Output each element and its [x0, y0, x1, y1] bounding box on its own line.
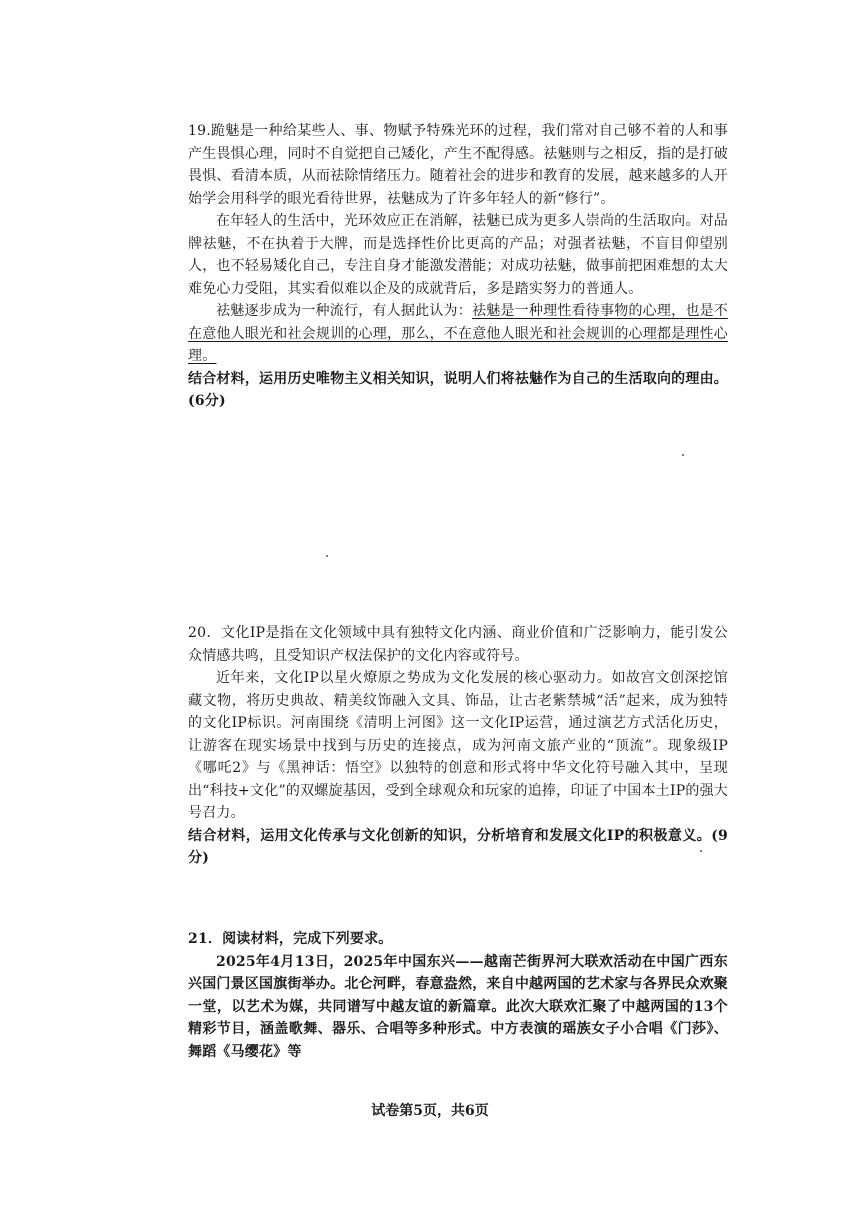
question-20	[188, 622, 728, 870]
q19-paragraph-1: 19.跪魅是一种给某些人、事、物赋予特殊光环的过程，我们常对自己够不着的人和事产生畏惧心理，同时不自觉把自己矮化，产生不配得感。祛魅则与之相反，指的是打破畏惧、看清本质，从而祛除情绪压力。随着社会的进步和教育的发展，越来越多的人开始学会用科学的眼光看待世界，祛魅成为了许多年轻人的新“修行”。	[188, 123, 728, 207]
scan-speck	[700, 850, 702, 852]
q21-title: 21．阅读材料，完成下列要求。	[188, 931, 393, 947]
q20-question: 结合材料，运用文化传承与文化创新的知识，分析培育和发展文化IP的积极意义。(9分)	[188, 827, 728, 866]
q19-underlined-claim: 祛魅是一种理性看待事物的心理，也是不在意他人眼光和社会规训的心理，那么，不在意他人眼光和社会规训的心理都是理性心理。	[188, 303, 728, 364]
question-19	[188, 120, 728, 413]
q20-paragraph-1: 20．文化IP是指在文化领域中具有独特文化内涵、商业价值和广泛影响力，能引发公众情感共鸣，且受知识产权法保护的文化内容或符号。	[188, 625, 728, 664]
scan-speck	[326, 555, 328, 557]
question-21	[188, 928, 728, 1063]
q19-question: 结合材料，运用历史唯物主义相关知识，说明人们将祛魅作为自己的生活取向的理由。(6分)	[188, 370, 728, 409]
q19-paragraph-2: 在年轻人的生活中，光环效应正在消解，祛魅已成为更多人崇尚的生活取向。对品牌祛魅，不在执着于大牌，而是选择性价比更高的产品；对强者祛魅，不盲目仰望别人，也不轻易矮化自己，专注自身才能激发潜能；对成功祛魅，做事前把困难想的太大难免心力受阻，其实看似难以企及的成就背后，多是踏实努力的普通人。	[188, 213, 728, 297]
q19-paragraph-3	[188, 300, 728, 368]
q20-paragraph-2: 近年来，文化IP以星火燎原之势成为文化发展的核心驱动力。如故宫文创深挖馆藏文物，将历史典故、精美纹饰融入文具、饰品，让古老紫禁城“活”起来，成为独特的文化IP标识。河南围绕《清明上河图》这一文化IP运营，通过演艺方式活化历史，让游客在现实场景中找到与历史的连接点，成为河南文旅产业的“顶流”。现象级IP《哪吒2》与《黑神话：悟空》以独特的创意和形式将中华文化符号融入其中，呈现出“科技+文化”的双螺旋基因，受到全球观众和玩家的追捧，印证了中国本土IP的强大号召力。	[188, 670, 728, 821]
scan-speck	[682, 454, 684, 456]
q21-paragraph-1: 2025年4月13日，2025年中国东兴——越南芒街界河大联欢活动在中国广西东兴国门景区国旗街举办。北仑河畔，春意盎然，来自中越两国的艺术家与各界民众欢聚一堂，以艺术为媒，共同谱写中越友谊的新篇章。此次大联欢汇聚了中越两国的13个精彩节目，涵盖歌舞、器乐、合唱等多种形式。中方表演的瑶族女子小合唱《门莎》、舞蹈《马缨花》等	[188, 953, 728, 1060]
q19-paragraph-3-lead: 祛魅逐步成为一种流行，有人据此认为：	[216, 303, 473, 319]
page-footer: 试卷第5页，共6页	[371, 1103, 489, 1119]
